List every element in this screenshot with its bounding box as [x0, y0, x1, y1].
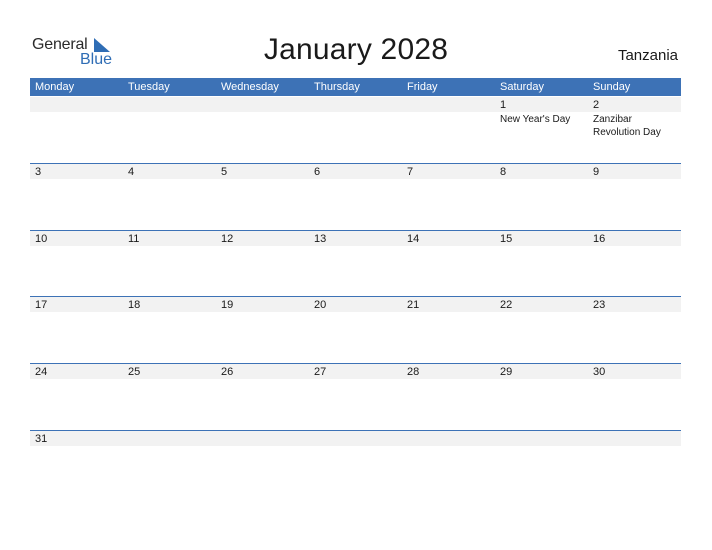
logo-word-general: General — [32, 36, 88, 53]
day-number: 30 — [593, 366, 606, 378]
day-cell — [309, 296, 402, 362]
day-cell — [402, 296, 495, 362]
day-cell — [30, 296, 123, 362]
day-cell — [123, 363, 216, 429]
day-number: 24 — [35, 366, 48, 378]
day-cell — [216, 163, 309, 229]
day-number: 29 — [500, 366, 513, 378]
day-cell — [216, 363, 309, 429]
day-number: 31 — [35, 433, 48, 445]
day-cell — [588, 296, 681, 362]
day-cell — [495, 363, 588, 429]
day-cell — [402, 230, 495, 296]
day-cell — [309, 430, 402, 496]
logo-word-blue: Blue — [80, 51, 113, 68]
country-label: Tanzania — [617, 47, 678, 64]
day-cell — [123, 296, 216, 362]
day-cell — [30, 96, 123, 162]
day-cell — [123, 230, 216, 296]
weekday-monday: Monday — [35, 81, 75, 93]
day-cell — [309, 363, 402, 429]
day-number: 13 — [314, 233, 327, 245]
day-number: 27 — [314, 366, 327, 378]
holiday-label: Zanzibar Revolution Day — [593, 114, 661, 138]
day-number: 14 — [407, 233, 420, 245]
day-cell — [495, 296, 588, 362]
week-row — [30, 96, 681, 162]
day-cell — [30, 230, 123, 296]
day-cell — [30, 430, 123, 496]
day-cell — [495, 96, 588, 162]
day-number: 7 — [407, 166, 414, 178]
day-cell — [588, 363, 681, 429]
day-cell — [402, 430, 495, 496]
weekday-header — [30, 78, 681, 96]
day-cell — [402, 163, 495, 229]
weekday-sunday: Sunday — [593, 81, 631, 93]
day-cell — [216, 230, 309, 296]
day-cell — [495, 163, 588, 229]
day-number: 22 — [500, 299, 513, 311]
week-row — [30, 296, 681, 362]
day-number: 21 — [407, 299, 420, 311]
day-cell — [588, 96, 681, 162]
day-number: 6 — [314, 166, 321, 178]
day-number: 16 — [593, 233, 606, 245]
day-cell — [309, 230, 402, 296]
day-number: 12 — [221, 233, 234, 245]
day-cell — [588, 163, 681, 229]
day-number: 9 — [593, 166, 600, 178]
day-number: 25 — [128, 366, 141, 378]
day-cell — [402, 363, 495, 429]
day-number: 3 — [35, 166, 42, 178]
day-cell — [30, 363, 123, 429]
day-number: 18 — [128, 299, 141, 311]
weekday-thursday: Thursday — [314, 81, 360, 93]
week-row — [30, 430, 681, 496]
day-number: 5 — [221, 166, 228, 178]
day-cell — [123, 163, 216, 229]
day-number: 11 — [128, 233, 140, 245]
day-cell — [495, 430, 588, 496]
day-cell — [216, 296, 309, 362]
day-cell — [588, 430, 681, 496]
day-number: 2 — [593, 99, 600, 111]
day-number: 26 — [221, 366, 234, 378]
weekday-saturday: Saturday — [500, 81, 545, 93]
day-cell — [309, 96, 402, 162]
day-number: 4 — [128, 166, 135, 178]
weekday-friday: Friday — [407, 81, 438, 93]
calendar-title: January 2028 — [263, 33, 449, 66]
day-cell — [123, 430, 216, 496]
day-cell — [495, 230, 588, 296]
day-number: 8 — [500, 166, 507, 178]
day-number: 1 — [500, 99, 507, 111]
day-number: 20 — [314, 299, 327, 311]
day-cell — [216, 430, 309, 496]
holiday-label: New Year's Day — [500, 114, 571, 125]
day-number: 17 — [35, 299, 48, 311]
day-number: 15 — [500, 233, 513, 245]
week-row — [30, 163, 681, 229]
day-cell — [30, 163, 123, 229]
day-number: 23 — [593, 299, 606, 311]
day-cell — [123, 96, 216, 162]
day-number: 28 — [407, 366, 420, 378]
day-cell — [588, 230, 681, 296]
week-row — [30, 363, 681, 429]
day-number: 19 — [221, 299, 234, 311]
day-number: 10 — [35, 233, 48, 245]
day-cell — [309, 163, 402, 229]
week-row — [30, 230, 681, 296]
day-cell — [402, 96, 495, 162]
weekday-tuesday: Tuesday — [128, 81, 170, 93]
weekday-wednesday: Wednesday — [221, 81, 279, 93]
day-cell — [216, 96, 309, 162]
